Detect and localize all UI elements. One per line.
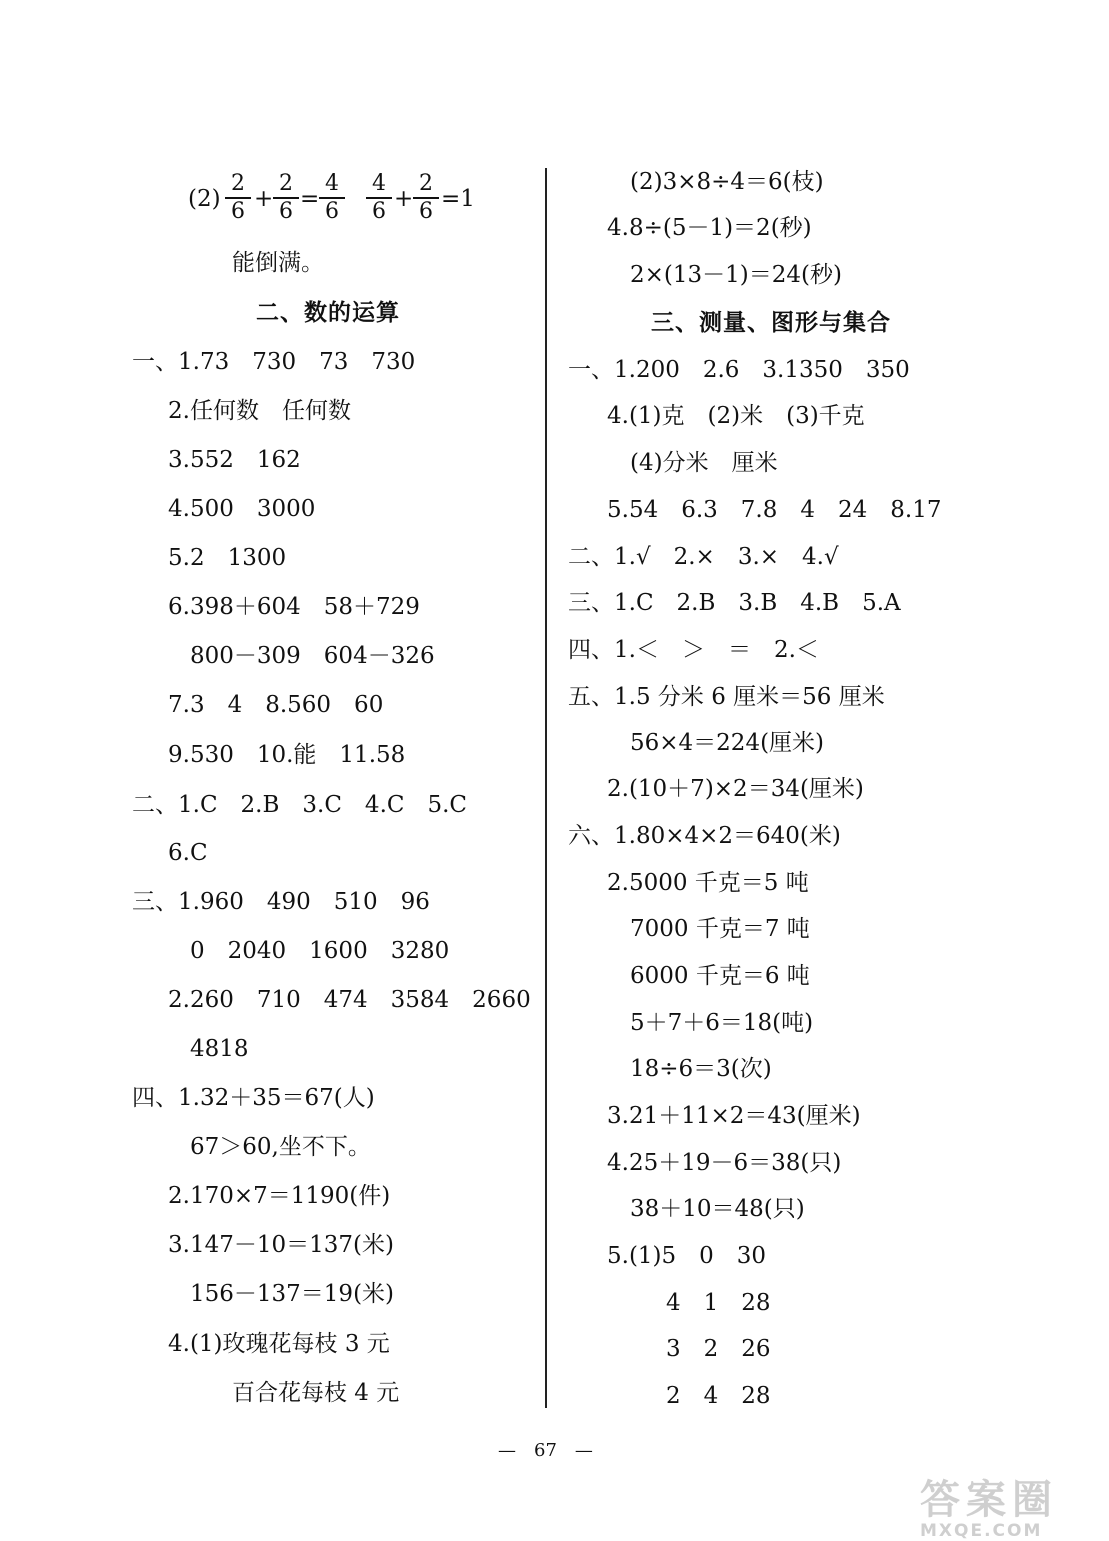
answer-line: 0 2040 1600 3280 bbox=[190, 938, 450, 964]
denominator: 6 bbox=[325, 199, 339, 224]
page-number: — 67 — bbox=[498, 1440, 593, 1461]
answer-line: 二、1.√ 2.× 3.× 4.√ bbox=[568, 544, 839, 570]
denominator: 6 bbox=[372, 199, 386, 224]
answer-line: 5.2 1300 bbox=[168, 545, 287, 571]
answer-line: 一、1.73 730 73 730 bbox=[132, 349, 416, 375]
answer-line: 五、1.5 分米 6 厘米＝56 厘米 bbox=[568, 684, 885, 710]
answer-line: 156－137＝19(米) bbox=[190, 1281, 395, 1307]
numerator: 4 bbox=[372, 171, 386, 196]
answer-line: 6.C bbox=[168, 840, 208, 866]
numerator: 2 bbox=[231, 171, 245, 196]
numerator: 2 bbox=[419, 171, 433, 196]
section-heading: 三、测量、图形与集合 bbox=[651, 310, 891, 336]
denominator: 6 bbox=[231, 199, 245, 224]
answer-line: 2.(10＋7)×2＝34(厘米) bbox=[607, 776, 864, 802]
answer-line: 一、1.200 2.6 3.1350 350 bbox=[568, 357, 910, 383]
answer-line: 百合花每枝 4 元 bbox=[232, 1380, 400, 1406]
denominator: 6 bbox=[279, 199, 293, 224]
plus-sign: + bbox=[394, 186, 414, 212]
answer-line: 7000 千克＝7 吨 bbox=[630, 916, 810, 942]
fraction bbox=[319, 172, 345, 224]
fraction bbox=[273, 172, 299, 224]
fraction bbox=[413, 172, 439, 224]
answer-line: 3.21＋11×2＝43(厘米) bbox=[607, 1103, 861, 1129]
numerator: 4 bbox=[325, 171, 339, 196]
answer-line: 5＋7＋6＝18(吨) bbox=[630, 1010, 814, 1036]
answer-line: 3.147－10＝137(米) bbox=[168, 1232, 394, 1258]
plus-sign: + bbox=[254, 186, 274, 212]
answer-line: 2.5000 千克＝5 吨 bbox=[607, 870, 809, 896]
equals-sign: = bbox=[300, 186, 320, 212]
fraction-result: =1 bbox=[441, 186, 475, 212]
fraction bbox=[366, 172, 392, 224]
answer-line: 2 4 28 bbox=[666, 1383, 771, 1409]
answer-line: 3.552 162 bbox=[168, 447, 301, 473]
answer-line: 9.530 10.能 11.58 bbox=[168, 742, 406, 768]
column-divider bbox=[545, 168, 547, 1408]
answer-line: 2.260 710 474 3584 2660 bbox=[168, 987, 531, 1013]
answer-line: 4.25＋19－6＝38(只) bbox=[607, 1150, 842, 1176]
watermark-logo bbox=[920, 1468, 1058, 1541]
answer-line: 三、1.C 2.B 3.B 4.B 5.A bbox=[568, 590, 901, 616]
fraction bbox=[225, 172, 251, 224]
answer-line: 5.54 6.3 7.8 4 24 8.17 bbox=[607, 497, 942, 523]
watermark-url: MXQE.COM bbox=[920, 1521, 1043, 1541]
numerator: 2 bbox=[279, 171, 293, 196]
answer-line: 38＋10＝48(只) bbox=[630, 1196, 805, 1222]
answer-line: 4.(1)玫瑰花每枝 3 元 bbox=[168, 1331, 390, 1357]
fraction-prefix: (2) bbox=[188, 186, 221, 212]
answer-line: 4.500 3000 bbox=[168, 496, 316, 522]
watermark-text: 答案圈 bbox=[920, 1477, 1058, 1523]
answer-line: 四、1.32＋35＝67(人) bbox=[132, 1085, 375, 1111]
answer-line: 二、1.C 2.B 3.C 4.C 5.C bbox=[132, 792, 468, 818]
answer-line: 5.(1)5 0 30 bbox=[607, 1243, 767, 1269]
answer-line: 4818 bbox=[190, 1036, 249, 1062]
answer-line: 800－309 604－326 bbox=[190, 643, 435, 669]
answer-line: (2)3×8÷4＝6(枝) bbox=[630, 169, 824, 195]
answer-line: 6.398＋604 58＋729 bbox=[168, 594, 420, 620]
answer-line: 7.3 4 8.560 60 bbox=[168, 692, 384, 718]
section-heading: 二、数的运算 bbox=[256, 300, 400, 326]
answer-line: 4.(1)克 (2)米 (3)千克 bbox=[607, 403, 865, 429]
answer-line: 4 1 28 bbox=[666, 1290, 771, 1316]
answer-line: 18÷6＝3(次) bbox=[630, 1056, 772, 1082]
answer-line: 67＞60,坐不下。 bbox=[190, 1134, 371, 1160]
denominator: 6 bbox=[419, 199, 433, 224]
answer-line: (4)分米 厘米 bbox=[630, 450, 778, 476]
answer-line: 四、1.＜ ＞ ＝ 2.＜ bbox=[568, 637, 819, 663]
answer-line: 三、1.960 490 510 96 bbox=[132, 889, 430, 915]
answer-line: 2.任何数 任何数 bbox=[168, 398, 351, 424]
answer-line: 六、1.80×4×2＝640(米) bbox=[568, 823, 841, 849]
answer-line: 能倒满。 bbox=[232, 250, 324, 276]
answer-line: 56×4＝224(厘米) bbox=[630, 730, 825, 756]
answer-line: 6000 千克＝6 吨 bbox=[630, 963, 810, 989]
answer-line: 2.170×7＝1190(件) bbox=[168, 1183, 391, 1209]
answer-line: 3 2 26 bbox=[666, 1336, 771, 1362]
answer-line: 2×(13－1)＝24(秒) bbox=[630, 262, 842, 288]
answer-line: 4.8÷(5－1)＝2(秒) bbox=[607, 215, 812, 241]
